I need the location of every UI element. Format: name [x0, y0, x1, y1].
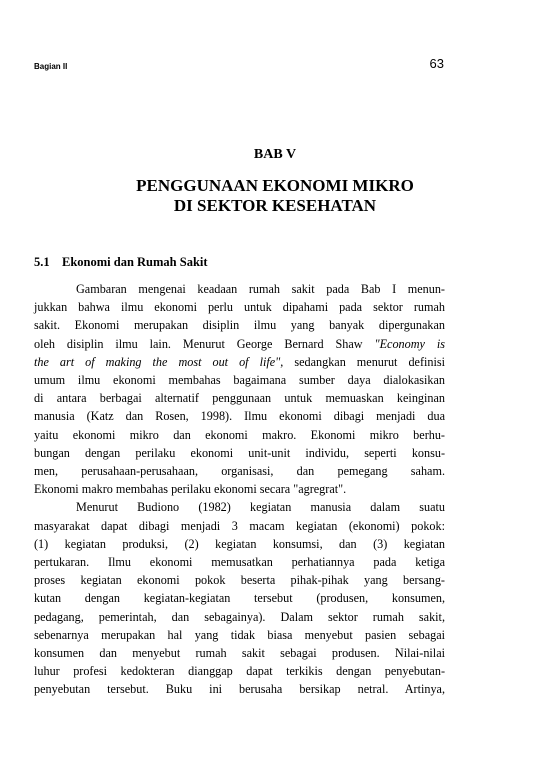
text-line: sebenarnya merupakan hal yang tidak biasa menyebut pasien sebagai: [34, 627, 445, 642]
text-line: bungan dengan perilaku ekonomi unit-unit individu, seperti konsu-: [34, 445, 445, 460]
text-line: sakit. Ekonomi merupakan disiplin ilmu yang banyak dipergunakan: [34, 318, 445, 333]
text-run: , sedangkan menurut definisi: [280, 354, 445, 369]
text-line: penyebutan tersebut. Buku ini berusaha bersikap netral. Artinya,: [34, 682, 445, 697]
text-line: jukkan bahwa ilmu ekonomi perlu untuk dipahami pada sektor rumah: [34, 300, 445, 315]
text-line: (1) kegiatan produksi, (2) kegiatan konsumsi, dan (3) kegiatan: [34, 536, 445, 551]
text-line: Gambaran mengenai keadaan rumah sakit pada Bab I menun-: [76, 282, 445, 296]
text-line: di antara berbagai alternatif penggunaan untuk memuaskan keinginan: [34, 391, 445, 406]
text-line: konsumen dan menyebut rumah sakit sebagai produsen. Nilai-nilai: [34, 646, 445, 661]
text-line: Menurut Budiono (1982) kegiatan manusia dalam suatu: [76, 500, 445, 515]
chapter-title-line-1: PENGGUNAAN EKONOMI MIKRO: [136, 176, 414, 195]
text-run: oleh disiplin ilmu lain. Menurut George Bernard Shaw: [34, 336, 375, 351]
chapter-title: [0, 176, 550, 216]
body-text: [34, 280, 445, 699]
section-heading: [34, 255, 208, 270]
text-line: umum ilmu ekonomi membahas bagaimana sumber daya dialokasikan: [34, 373, 445, 388]
running-header: Bagian II: [34, 62, 68, 71]
section-number: 5.1: [34, 255, 50, 269]
text-line: manusia (Katz dan Rosen, 1998). Ilmu ekonomi dibagi menjadi dua: [34, 409, 445, 424]
text-line: men, perusahaan-perusahaan, organisasi, dan pemegang saham.: [34, 464, 445, 479]
chapter-title-line-2: DI SEKTOR KESEHATAN: [173, 196, 377, 215]
text-line: kutan dengan kegiatan-kegiatan tersebut (produsen, konsumen,: [34, 591, 445, 606]
text-line: yaitu ekonomi mikro dan ekonomi makro. Ekonomi mikro berhu-: [34, 427, 445, 442]
text-line: pedagang, pemerintah, dan sebagainya). Dalam sektor rumah sakit,: [34, 609, 445, 624]
page-number: 63: [429, 56, 444, 71]
text-line: proses kegiatan ekonomi pokok beserta pihak-pihak yang bersang-: [34, 573, 445, 588]
text-line: Ekonomi makro membahas perilaku ekonomi secara "agregrat".: [34, 482, 347, 497]
text-line: pertukaran. Ilmu ekonomi memusatkan perhatiannya pada ketiga: [34, 555, 445, 570]
text-line: masyarakat dapat dibagi menjadi 3 macam kegiatan (ekonomi) pokok:: [34, 518, 445, 533]
section-title: Ekonomi dan Rumah Sakit: [62, 255, 208, 269]
text-line: [34, 353, 445, 371]
chapter-label: BAB V: [253, 147, 297, 162]
text-line: luhur profesi kedokteran dianggap dapat terkikis dengan penyebutan-: [34, 664, 445, 679]
quote-italic: "Economy is: [374, 336, 445, 351]
quote-italic: the art of making the most out of life": [34, 354, 281, 369]
text-line: [34, 335, 445, 353]
